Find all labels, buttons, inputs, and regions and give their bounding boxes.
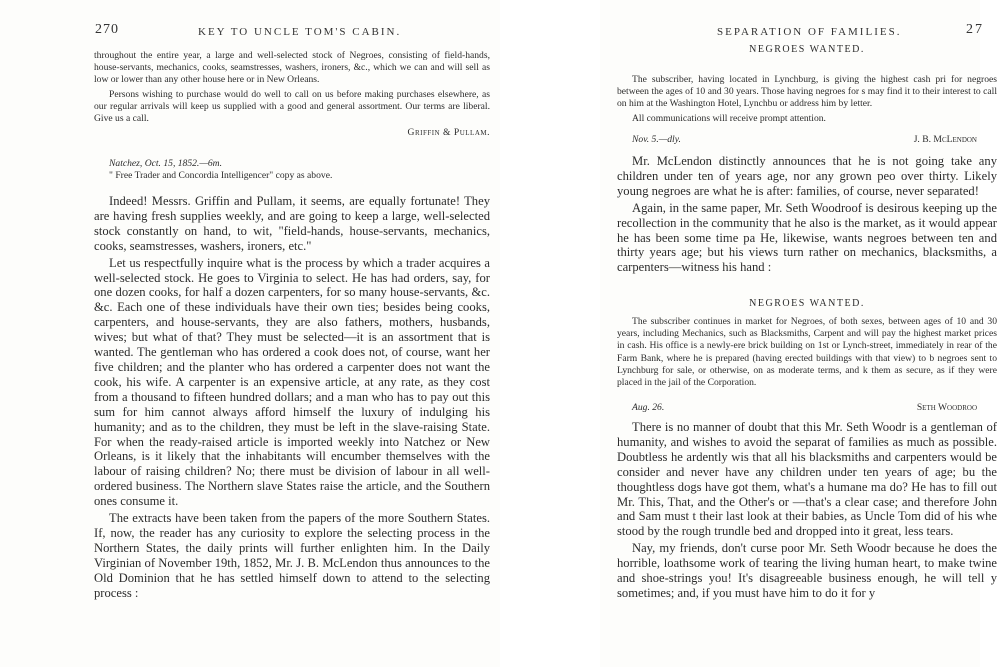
ad-signature: J. B. McLendon [913,134,977,145]
paragraph: Again, in the same paper, Mr. Seth Woodroof is desirous keeping up the recollection in the community that he also is the market, as it would appear he has been some time pa He, likewise, wants negroes between ten and thirty years age; but his views turn rather on mechanics, blacksmiths, a carpenters—witness his hand : [617,200,997,275]
paragraph: There is no manner of doubt that this Mr. Seth Woodr is a gentleman of humanity, and wishes to avoid the separat of families as much as possible. Doubtless he ardently wis that all his blacksmiths and carpenters would be consider and never have any children under ten years of age; bu the thoughtless dogs have got them, what's a humane ma do? He has to fill out Mr. This, That, and the Other's or —that's a clear case; and therefore John and Sam must t their last look at their babies, as Uncle Tom did of his whe stood by the rough trundle bed and dropped into it great, less tears. [617,420,997,539]
advertisement-block [94,50,490,139]
ad-text: The subscriber continues in market for Negroes, of both sexes, between ages of 10 and 30 years, including Mechanics, such as Blacksmiths, Carpent and will pay the highest market prices in cash. His office is a newly-ere brick building on 1st or Lynch-street, immediately in rear of the Farm Bank, where he is prepared (having erected buildings with that view) to b negroes sent to Lynchburg for sale, or otherwise, on as moderate terms, and k them as secure, as if they were placed in the jail of the Corporation. [617,316,997,389]
body-text [617,420,997,603]
copy-note: " Free Trader and Concordia Intelligencer" copy as above. [109,170,333,182]
ad-text: Persons wishing to purchase would do well to call on us before making purchases elsewhere, as our regular arrivals will keep us supplied with a good and general assortment. Our terms are liberal. Give us a call. [94,88,490,125]
paragraph: Let us respectfully inquire what is the process by which a trader acquires a well-selected stock. He goes to Virginia to select. He has had orders, say, for one dozen cooks, for half a dozen carpenters, for so many house-servants, &c. &c. Each one of these individuals have their own ties; besides being cooks, carpenters, and house-servants, they are also fathers, mothers, husbands, wives; but what of that? They must be selected—it is an assortment that is wanted. The gentleman who has ordered a cook does not, of course, want her five children; and the planter who has ordered a carpenter does not want the cook, his wife. A carpenter is an expensive article, at any rate, as they cost from a thousand to fifteen hundred dollars; and a man who has to pay out this sum for him cannot always afford himself the luxury of indulging his humanity; and as to the children, they must be left in the slave-raising State. For when the ready-raised article is imported weekly into Natchez or New Orleans, is it likely that the inhabitants will encumber themselves with the labour of raising children? No; there must be division of labour in all well-ordered business. The Northern slave States raise the article, and the Southern ones consume it. [94,255,490,509]
ad-date: Nov. 5.—dly. [632,134,681,145]
paragraph: The extracts have been taken from the papers of the more Southern States. If, now, the reader has any curiosity to explore the selecting process in the Northern States, the daily prints will further enlighten him. In the Daily Virginian of November 19th, 1852, Mr. J. B. McLendon thus announces to the Old Dominion that he has settled himself down to attend to the selecting process : [94,511,490,600]
running-head: SEPARATION OF FAMILIES. [717,26,902,38]
ad-text: throughout the entire year, a large and well-selected stock of Negroes, consisting of field-hands, house-servants, mechanics, cooks, seamstresses, washers, ironers, &c., which we can and will sell as low or lower than any other house here or in New Orleans. [94,50,490,86]
advertisement-block [617,44,997,55]
ad-text: The subscriber, having located in Lynchburg, is giving the highest cash pri for negroes between the ages of 10 and 30 years. Those having negroes for s may find it to their interest to call on him at the Washington Hotel, Lynchbu or address him by letter. [617,74,997,110]
ad-footer [617,402,977,414]
dateline-block [94,158,490,182]
ad-text: All communications will receive prompt attention. [632,112,826,124]
advertisement-block [617,74,997,125]
page-number: 270 [95,22,119,37]
ad-signature: Griffin & Pullam. [407,127,490,139]
ad-signature: Seth Woodroo [916,402,977,413]
advertisement-block [617,298,997,309]
ad-heading: NEGROES WANTED. [749,44,865,55]
advertisement-block [617,316,997,389]
paragraph: Indeed! Messrs. Griffin and Pullam, it seems, are equally fortunate! They are having fresh supplies weekly, and are going to keep a large, well-selected stock constantly on hand, to wit, "field-hands, house-servants, mechanics, cooks, seamstresses, washers, ironers, etc." [94,194,490,253]
paragraph: Mr. McLendon distinctly announces that he is not going take any children under ten of years age, nor any grown peo over thirty. Likely young negroes are what he is after: families, of course, never separated! [617,154,997,198]
running-head: KEY TO UNCLE TOM'S CABIN. [198,26,402,38]
book-gutter [500,0,600,667]
dateline: Natchez, Oct. 15, 1852.—6m. [109,158,222,169]
body-text [617,154,997,277]
paragraph: Nay, my friends, don't curse poor Mr. Seth Woodr because he does the horrible, loathsome work of tearing the living human heart, to make twine and shoe-strings you! It's disagreeable business enough, he will tell y sometimes; and, if you must have him to do it for y [617,541,997,600]
ad-footer [617,134,977,146]
ad-heading: NEGROES WANTED. [749,298,865,309]
page-number: 27 [966,22,984,37]
ad-date: Aug. 26. [632,402,665,413]
body-text [94,194,490,602]
